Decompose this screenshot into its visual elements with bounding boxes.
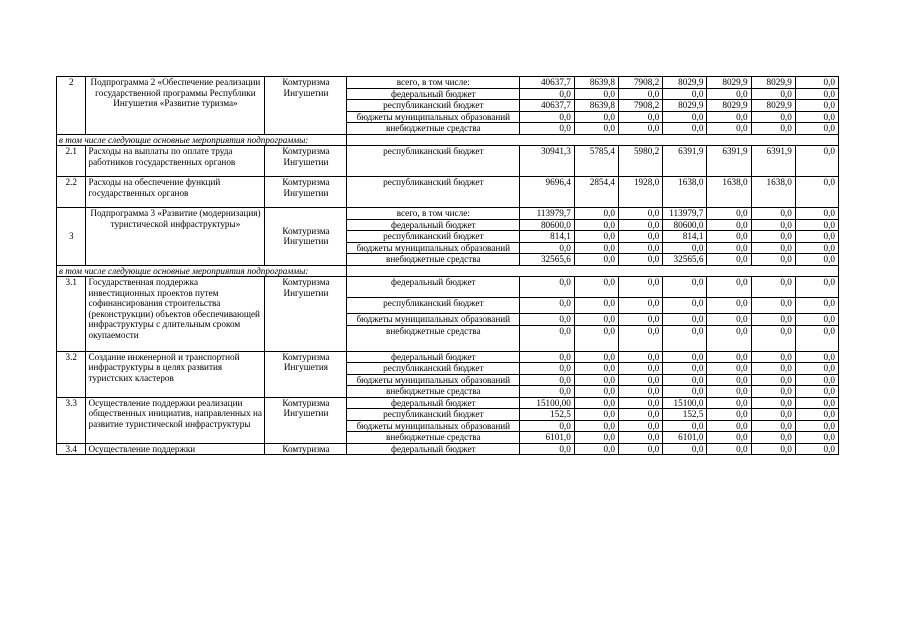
value-cell: 8029,9	[751, 100, 795, 112]
value-cell: 0,0	[663, 363, 707, 375]
value-cell: 0,0	[520, 363, 575, 375]
value-cell: 8639,8	[574, 77, 618, 89]
value-cell: 0,0	[795, 242, 838, 254]
row-number: 2.1	[57, 146, 86, 177]
value-cell: 0,0	[619, 242, 663, 254]
value-cell: 0,0	[795, 351, 838, 363]
funding-source: республиканский бюджет	[347, 363, 520, 375]
value-cell: 0,0	[663, 277, 707, 298]
value-cell: 0,0	[663, 314, 707, 326]
value-cell: 0,0	[751, 254, 795, 266]
value-cell: 0,0	[795, 386, 838, 398]
value-cell: 0,0	[574, 351, 618, 363]
table-row	[57, 208, 839, 220]
funding-source: бюджеты муниципальных образований	[347, 111, 520, 123]
row-executor: Комтуризма Ингушетии	[265, 277, 347, 352]
value-cell: 0,0	[795, 231, 838, 243]
empty-cell	[347, 134, 839, 146]
value-cell: 0,0	[619, 231, 663, 243]
row-number: 3.4	[57, 443, 86, 455]
value-cell: 0,0	[707, 351, 751, 363]
row-name: Подпрограмма 3 «Развитие (модернизация) туристической инфраструктуры»	[86, 208, 265, 266]
row-name: Подпрограмма 2 «Обеспечение реализации государственной программы Республики Ингушетия «Развитие туризма»	[86, 77, 265, 135]
value-cell: 8029,9	[751, 77, 795, 89]
value-cell: 0,0	[751, 386, 795, 398]
value-cell: 814,1	[520, 231, 575, 243]
value-cell: 15100,0	[663, 397, 707, 409]
value-cell: 0,0	[663, 111, 707, 123]
value-cell: 0,0	[574, 420, 618, 432]
value-cell: 0,0	[795, 443, 838, 455]
value-cell: 0,0	[751, 443, 795, 455]
value-cell: 0,0	[707, 88, 751, 100]
funding-source: республиканский бюджет	[347, 231, 520, 243]
value-cell: 0,0	[574, 88, 618, 100]
value-cell: 0,0	[707, 397, 751, 409]
value-cell: 0,0	[574, 443, 618, 455]
value-cell: 0,0	[751, 325, 795, 351]
value-cell: 0,0	[751, 374, 795, 386]
funding-source: федеральный бюджет	[347, 443, 520, 455]
value-cell: 0,0	[795, 374, 838, 386]
value-cell: 6101,0	[663, 432, 707, 444]
value-cell: 32565,6	[520, 254, 575, 266]
value-cell: 7908,2	[619, 100, 663, 112]
value-cell: 0,0	[795, 363, 838, 375]
row-number: 2	[57, 77, 86, 135]
value-cell: 0,0	[751, 123, 795, 135]
funding-source: федеральный бюджет	[347, 88, 520, 100]
value-cell: 0,0	[751, 208, 795, 220]
row-executor: Комтуризма Ингушетии	[265, 77, 347, 135]
funding-source: всего, в том числе:	[347, 208, 520, 220]
value-cell: 0,0	[619, 386, 663, 398]
value-cell: 8029,9	[663, 77, 707, 89]
value-cell: 0,0	[751, 363, 795, 375]
value-cell: 0,0	[574, 432, 618, 444]
row-name: Осуществление поддержки	[86, 443, 265, 455]
value-cell: 0,0	[795, 111, 838, 123]
value-cell: 7908,2	[619, 77, 663, 89]
value-cell: 0,0	[795, 409, 838, 421]
value-cell: 0,0	[574, 231, 618, 243]
value-cell: 0,0	[795, 420, 838, 432]
value-cell: 0,0	[520, 123, 575, 135]
value-cell: 0,0	[751, 277, 795, 298]
funding-source: бюджеты муниципальных образований	[347, 242, 520, 254]
budget-table	[56, 76, 839, 455]
value-cell: 0,0	[520, 386, 575, 398]
table-row	[57, 397, 839, 409]
value-cell: 0,0	[663, 123, 707, 135]
value-cell: 0,0	[795, 432, 838, 444]
value-cell: 0,0	[707, 443, 751, 455]
section-note: в том числе следующие основные мероприятия подпрограммы:	[57, 265, 347, 277]
value-cell: 0,0	[751, 242, 795, 254]
value-cell: 0,0	[663, 386, 707, 398]
value-cell: 0,0	[707, 123, 751, 135]
row-executor: Комтуризма Ингушетии	[265, 397, 347, 443]
value-cell: 0,0	[795, 88, 838, 100]
value-cell: 0,0	[707, 231, 751, 243]
value-cell: 0,0	[751, 420, 795, 432]
value-cell: 0,0	[751, 432, 795, 444]
value-cell: 0,0	[619, 298, 663, 314]
value-cell: 0,0	[574, 325, 618, 351]
empty-cell	[347, 265, 839, 277]
value-cell: 0,0	[520, 242, 575, 254]
value-cell: 0,0	[574, 208, 618, 220]
table-row	[57, 265, 839, 277]
table-row	[57, 277, 839, 298]
value-cell: 0,0	[707, 242, 751, 254]
value-cell: 0,0	[707, 420, 751, 432]
value-cell: 0,0	[619, 254, 663, 266]
row-name: Расходы на обеспечение функций государственных органов	[86, 177, 265, 208]
value-cell: 0,0	[707, 208, 751, 220]
value-cell: 0,0	[619, 374, 663, 386]
funding-source: республиканский бюджет	[347, 146, 520, 177]
value-cell: 0,0	[707, 219, 751, 231]
value-cell: 0,0	[520, 443, 575, 455]
funding-source: бюджеты муниципальных образований	[347, 314, 520, 326]
value-cell: 0,0	[619, 208, 663, 220]
value-cell: 0,0	[707, 432, 751, 444]
value-cell: 2854,4	[574, 177, 618, 208]
funding-source: федеральный бюджет	[347, 351, 520, 363]
value-cell: 0,0	[520, 374, 575, 386]
value-cell: 0,0	[751, 314, 795, 326]
table-row	[57, 146, 839, 177]
value-cell: 0,0	[795, 325, 838, 351]
value-cell: 1638,0	[663, 177, 707, 208]
value-cell: 0,0	[619, 111, 663, 123]
funding-source: федеральный бюджет	[347, 397, 520, 409]
value-cell: 0,0	[663, 325, 707, 351]
value-cell: 0,0	[619, 420, 663, 432]
value-cell: 8029,9	[707, 100, 751, 112]
value-cell: 6391,9	[663, 146, 707, 177]
value-cell: 0,0	[707, 254, 751, 266]
value-cell: 0,0	[520, 351, 575, 363]
value-cell: 0,0	[795, 397, 838, 409]
value-cell: 0,0	[619, 88, 663, 100]
value-cell: 5785,4	[574, 146, 618, 177]
value-cell: 0,0	[707, 111, 751, 123]
value-cell: 0,0	[520, 325, 575, 351]
value-cell: 80600,0	[663, 219, 707, 231]
value-cell: 0,0	[574, 397, 618, 409]
funding-source: республиканский бюджет	[347, 409, 520, 421]
value-cell: 152,5	[520, 409, 575, 421]
value-cell: 1638,0	[751, 177, 795, 208]
value-cell: 32565,6	[663, 254, 707, 266]
value-cell: 0,0	[707, 363, 751, 375]
value-cell: 0,0	[574, 254, 618, 266]
value-cell: 0,0	[619, 325, 663, 351]
value-cell: 8639,8	[574, 100, 618, 112]
row-number: 2.2	[57, 177, 86, 208]
value-cell: 0,0	[663, 88, 707, 100]
value-cell: 0,0	[574, 409, 618, 421]
value-cell: 8029,9	[707, 77, 751, 89]
funding-source: внебюджетные средства	[347, 254, 520, 266]
value-cell: 40637,7	[520, 77, 575, 89]
value-cell: 0,0	[520, 298, 575, 314]
value-cell: 30941,3	[520, 146, 575, 177]
value-cell: 0,0	[619, 432, 663, 444]
value-cell: 0,0	[707, 298, 751, 314]
value-cell: 6101,0	[520, 432, 575, 444]
value-cell: 0,0	[795, 254, 838, 266]
value-cell: 0,0	[619, 409, 663, 421]
row-number: 3	[57, 208, 86, 266]
value-cell: 0,0	[795, 219, 838, 231]
value-cell: 0,0	[663, 420, 707, 432]
value-cell: 6391,9	[751, 146, 795, 177]
table-row	[57, 177, 839, 208]
funding-source: внебюджетные средства	[347, 386, 520, 398]
value-cell: 0,0	[795, 177, 838, 208]
value-cell: 0,0	[795, 100, 838, 112]
value-cell: 0,0	[619, 219, 663, 231]
value-cell: 0,0	[619, 277, 663, 298]
value-cell: 0,0	[663, 443, 707, 455]
value-cell: 0,0	[574, 242, 618, 254]
value-cell: 0,0	[707, 374, 751, 386]
value-cell: 5980,2	[619, 146, 663, 177]
value-cell: 0,0	[751, 397, 795, 409]
value-cell: 0,0	[795, 123, 838, 135]
value-cell: 0,0	[663, 374, 707, 386]
value-cell: 0,0	[574, 111, 618, 123]
value-cell: 0,0	[619, 443, 663, 455]
value-cell: 0,0	[520, 88, 575, 100]
value-cell: 0,0	[574, 219, 618, 231]
row-executor: Комтуризма Ингушетии	[265, 177, 347, 208]
value-cell: 0,0	[751, 88, 795, 100]
value-cell: 0,0	[619, 363, 663, 375]
row-name: Осуществление поддержки реализации общественных инициатив, направленных на развитие туристической инфраструктуры	[86, 397, 265, 443]
value-cell: 0,0	[574, 363, 618, 375]
funding-source: бюджеты муниципальных образований	[347, 420, 520, 432]
value-cell: 0,0	[751, 219, 795, 231]
value-cell: 0,0	[707, 314, 751, 326]
value-cell: 0,0	[751, 231, 795, 243]
funding-source: внебюджетные средства	[347, 325, 520, 351]
value-cell: 0,0	[574, 386, 618, 398]
value-cell: 0,0	[619, 123, 663, 135]
value-cell: 0,0	[707, 386, 751, 398]
funding-source: республиканский бюджет	[347, 177, 520, 208]
value-cell: 0,0	[520, 420, 575, 432]
value-cell: 0,0	[707, 277, 751, 298]
value-cell: 0,0	[795, 146, 838, 177]
section-note: в том числе следующие основные мероприятия подпрограммы:	[57, 134, 347, 146]
value-cell: 6391,9	[707, 146, 751, 177]
row-executor: Комтуризма Ингушетии	[265, 146, 347, 177]
value-cell: 0,0	[619, 314, 663, 326]
value-cell: 0,0	[707, 409, 751, 421]
value-cell: 0,0	[795, 298, 838, 314]
value-cell: 80600,0	[520, 219, 575, 231]
value-cell: 0,0	[619, 351, 663, 363]
value-cell: 0,0	[663, 351, 707, 363]
table-row	[57, 351, 839, 363]
value-cell: 9696,4	[520, 177, 575, 208]
value-cell: 0,0	[574, 374, 618, 386]
value-cell: 0,0	[574, 277, 618, 298]
value-cell: 0,0	[520, 314, 575, 326]
row-number: 3.1	[57, 277, 86, 352]
funding-source: республиканский бюджет	[347, 100, 520, 112]
value-cell: 113979,7	[520, 208, 575, 220]
value-cell: 0,0	[520, 277, 575, 298]
funding-source: федеральный бюджет	[347, 277, 520, 298]
row-number: 3.2	[57, 351, 86, 397]
value-cell: 0,0	[663, 298, 707, 314]
funding-source: республиканский бюджет	[347, 298, 520, 314]
funding-source: федеральный бюджет	[347, 219, 520, 231]
row-name: Создание инженерной и транспортной инфраструктуры в целях развития туристских кластеров	[86, 351, 265, 397]
table-row	[57, 443, 839, 455]
value-cell: 0,0	[574, 298, 618, 314]
value-cell: 0,0	[751, 298, 795, 314]
funding-source: внебюджетные средства	[347, 123, 520, 135]
value-cell: 113979,7	[663, 208, 707, 220]
table-row	[57, 134, 839, 146]
funding-source: внебюджетные средства	[347, 432, 520, 444]
value-cell: 40637,7	[520, 100, 575, 112]
value-cell: 814,1	[663, 231, 707, 243]
value-cell: 15100,00	[520, 397, 575, 409]
table-row	[57, 77, 839, 89]
value-cell: 0,0	[751, 111, 795, 123]
row-name: Расходы на выплаты по оплате труда работников государственных органов	[86, 146, 265, 177]
row-name: Государственная поддержка инвестиционных проектов путем софинансирования строительства (реконструкции) объектов обеспечивающей инфраструктуры с длительным сроком окупаемости	[86, 277, 265, 352]
row-executor: Комтуризма Ингушетии	[265, 208, 347, 266]
value-cell: 8029,9	[663, 100, 707, 112]
value-cell: 0,0	[619, 397, 663, 409]
row-executor: Комтуризма	[265, 443, 347, 455]
funding-source: бюджеты муниципальных образований	[347, 374, 520, 386]
value-cell: 0,0	[707, 325, 751, 351]
value-cell: 0,0	[663, 242, 707, 254]
value-cell: 0,0	[795, 208, 838, 220]
value-cell: 0,0	[795, 314, 838, 326]
value-cell: 0,0	[574, 314, 618, 326]
value-cell: 152,5	[663, 409, 707, 421]
funding-source: всего, в том числе:	[347, 77, 520, 89]
row-executor: Комтуризма Ингушетия	[265, 351, 347, 397]
value-cell: 1928,0	[619, 177, 663, 208]
value-cell: 0,0	[520, 111, 575, 123]
value-cell: 0,0	[795, 77, 838, 89]
value-cell: 0,0	[795, 277, 838, 298]
row-number: 3.3	[57, 397, 86, 443]
value-cell: 1638,0	[707, 177, 751, 208]
value-cell: 0,0	[574, 123, 618, 135]
value-cell: 0,0	[751, 409, 795, 421]
value-cell: 0,0	[751, 351, 795, 363]
